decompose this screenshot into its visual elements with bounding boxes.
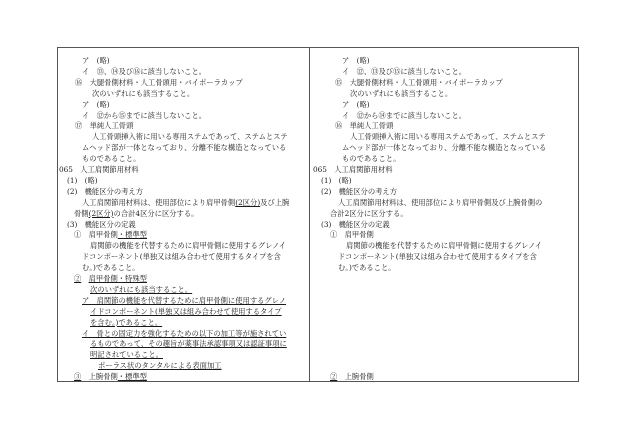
text-line: を含む。)であること。 (90, 317, 163, 327)
text-line: 合計2区分に区分する。 (330, 208, 408, 218)
item-label: 上腕骨側 (337, 372, 374, 382)
text-line: ⑯ 単純人工骨頭 (335, 121, 394, 131)
text-line (330, 372, 374, 382)
text-line: ③ 上腕骨側・標準型 (74, 372, 147, 382)
text-line: む。)であること。 (82, 263, 140, 273)
text-line: ② 肩甲骨側・特殊型 (74, 274, 147, 283)
text-line: ⑯ 大腿骨側材料・人工骨頭用・バイポーラカップ (75, 77, 243, 87)
text-line: (1) (略) (67, 175, 98, 185)
text-line: む。)であること。 (338, 263, 396, 273)
text-line: 次のいずれにも該当すること。 (92, 88, 195, 98)
text-line: イ ⑫から⑭までに該当しないこと。 (342, 110, 467, 120)
text-line: 人工肩関節用材料は、使用部位により肩甲骨側及び上腕骨側の (338, 197, 543, 207)
text-line: (2) 機能区分の考え方 (321, 186, 398, 196)
text-line: 人工肩関節用材料は、使用部位により肩甲骨側(2区分)及び上腕 (82, 197, 290, 207)
text-line: ① 肩甲骨側・標準型 (74, 230, 147, 240)
text-line: (3) 機能区分の定義 (67, 219, 136, 229)
section-heading: 065 人工肩関節用材料 (59, 165, 139, 174)
text-line: 肩関節の機能を代替するために肩甲骨側に使用するグレノイ (346, 241, 543, 251)
text-line: 明記されていること。 (90, 350, 163, 360)
text-line: (3) 機能区分の定義 (321, 219, 390, 229)
text-line: 次のいずれにも該当すること。 (90, 284, 193, 294)
text-line: ポーラス状のタンタルによる表面加工 (98, 361, 222, 371)
text-line: ア (略) (342, 99, 370, 109)
text-line: (2) 機能区分の考え方 (67, 186, 144, 196)
text-line: ア (略) (82, 56, 110, 65)
text-line: (1) (略) (321, 175, 352, 185)
text-line: 肩関節の機能を代替するために肩甲骨側に使用するグレノイ (90, 241, 287, 251)
text-line: イ ⑫、⑬及び⑮に該当しないこと。 (342, 66, 467, 76)
text-line: ア (略) (82, 99, 110, 109)
text-line: イ ⑫から⑮までに該当しないこと。 (82, 110, 207, 120)
text-line: イドコンポーネント(単独又は組み合わせて使用するタイプ (90, 306, 282, 316)
text-line: ① 肩甲骨側 (330, 230, 374, 240)
text-line: ものであること。 (82, 154, 141, 164)
text-line: ア 肩関節の機能を代替するために肩甲骨側に使用するグレノ (82, 295, 287, 305)
text-line: ア (略) (342, 56, 370, 65)
text-line: ムヘッド部が一体となっており、分離不能な構造となっている (82, 143, 287, 153)
section-heading: 065 人工肩関節用材料 (313, 165, 393, 174)
text-line: ムヘッド部が一体となっており、分離不能な構造となっている (342, 143, 547, 153)
text-line: ドコンポーネント(単独又は組み合わせて使用するタイプを含 (338, 252, 537, 262)
text-line: るものであって、その趣旨が薬事法承認事項又は認証事項に (90, 339, 287, 349)
text-line: ドコンポーネント(単独又は組み合わせて使用するタイプを含 (82, 252, 281, 262)
text-line: イ ⑬、⑭及び⑯に該当しないこと。 (82, 66, 207, 76)
item-number: ② (330, 372, 338, 382)
text-line: ⑮ 大腿骨側材料・人工骨頭用・バイポーラカップ (335, 77, 503, 87)
text-line: 骨側(2区分)の合計4区分に区分する。 (74, 208, 199, 218)
text-line: 人工骨頭挿入術に用いる専用ステムであって、ステムとステ (92, 132, 288, 142)
text-line: ⑰ 単純人工骨頭 (75, 121, 134, 131)
text-line: 人工骨頭挿入術に用いる専用ステムであって、ステムとステ (350, 132, 546, 142)
text-line: イ 骨との固定力を強化するための以下の加工等が施されてい (82, 328, 287, 338)
column-divider (309, 47, 310, 382)
text-line: 次のいずれにも該当すること。 (350, 88, 453, 98)
text-line: ものであること。 (342, 154, 401, 164)
